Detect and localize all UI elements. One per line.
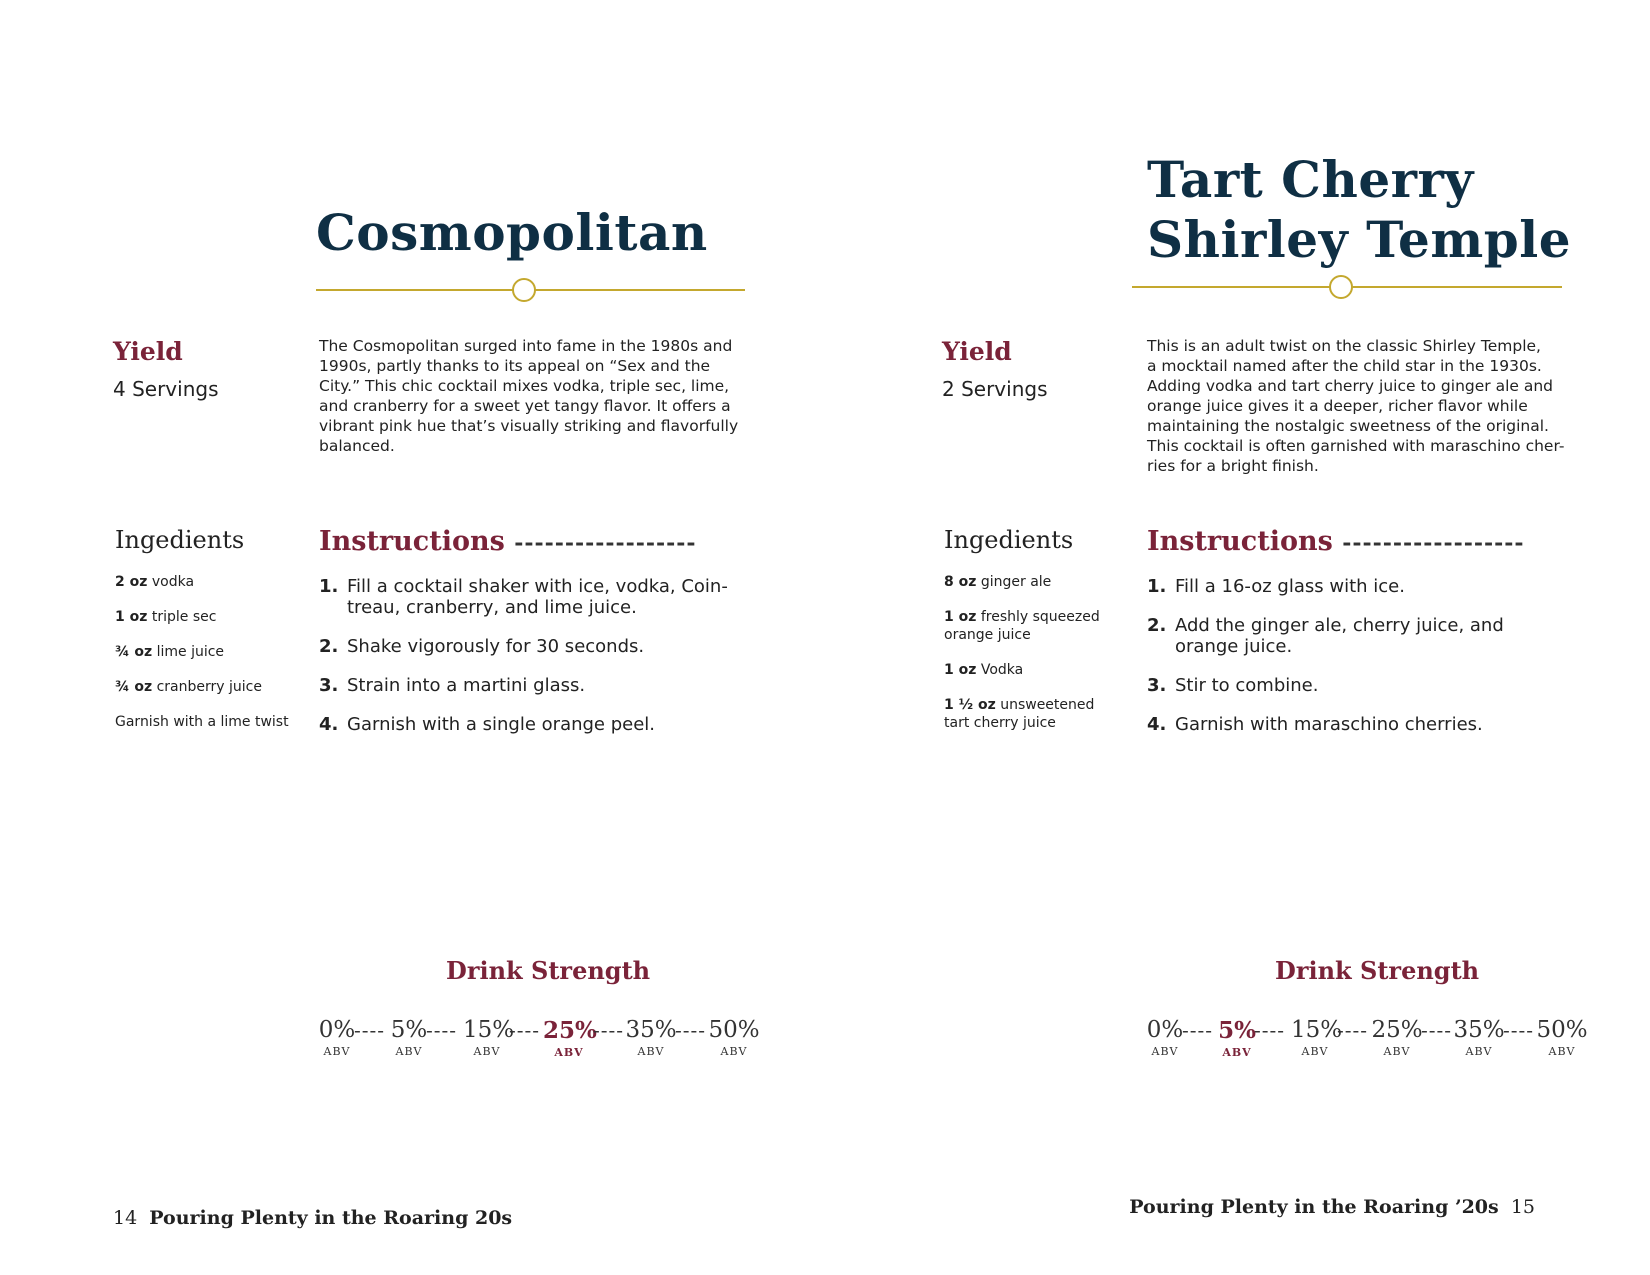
strength-unit: ABV bbox=[1548, 1045, 1576, 1058]
strength-level-25pct bbox=[1371, 1017, 1423, 1058]
strength-level-15pct bbox=[463, 1017, 515, 1058]
strength-percent: 0% bbox=[318, 1017, 356, 1043]
strength-unit: ABV bbox=[395, 1045, 423, 1058]
strength-level-5pct bbox=[390, 1017, 428, 1058]
strength-level-0pct bbox=[318, 1017, 356, 1058]
right-title-ornament bbox=[1329, 275, 1353, 299]
strength-level-50pct bbox=[1536, 1017, 1588, 1058]
strength-dash: ---- bbox=[1421, 1018, 1453, 1042]
strength-percent: 5% bbox=[1218, 1017, 1256, 1044]
instruction-step bbox=[319, 636, 739, 657]
step-text-line: Stir to combine. bbox=[1175, 675, 1319, 696]
left-description-line: and cranberry for a sweet yet tangy flavor. It offers a bbox=[319, 397, 731, 415]
left-description-line: City.” This chic cocktail mixes vodka, triple sec, lime, bbox=[319, 377, 730, 395]
right-ingredients-heading: Ingedients bbox=[944, 526, 1074, 554]
right-yield-label: Yield bbox=[942, 337, 1012, 366]
right-description-line: orange juice gives it a deeper, richer flavor while bbox=[1147, 397, 1528, 415]
left-yield-label: Yield bbox=[113, 337, 183, 366]
ingredient-quantity: 1 ½ oz bbox=[944, 697, 996, 713]
right-description-line: a mocktail named after the child star in the 1930s. bbox=[1147, 357, 1542, 375]
instruction-step bbox=[1147, 576, 1567, 597]
ingredient-name: unsweetened tart cherry juice bbox=[944, 697, 1095, 731]
right-instructions-list bbox=[1147, 576, 1567, 753]
strength-dash: ---- bbox=[509, 1018, 541, 1042]
ingredient-quantity: 1 oz bbox=[944, 662, 977, 678]
step-number: 2. bbox=[319, 636, 339, 657]
ingredient-quantity: 1 oz bbox=[944, 609, 977, 625]
instruction-step bbox=[319, 576, 739, 618]
strength-dash: ---- bbox=[675, 1018, 707, 1042]
left-strength-heading: Drink Strength bbox=[446, 956, 651, 985]
strength-percent: 35% bbox=[625, 1017, 677, 1043]
left-ingredients-list bbox=[115, 573, 290, 748]
strength-percent: 25% bbox=[543, 1017, 597, 1044]
left-yield-value: 4 Servings bbox=[113, 377, 219, 401]
ingredient-item bbox=[115, 678, 290, 696]
left-footer-title: Pouring Plenty in the Roaring 20s bbox=[149, 1207, 513, 1229]
ingredient-name: Vodka bbox=[980, 662, 1024, 678]
right-footer bbox=[1129, 1196, 1535, 1218]
strength-unit: ABV bbox=[637, 1045, 665, 1058]
left-footer bbox=[113, 1207, 512, 1229]
left-page-number: 14 bbox=[113, 1207, 138, 1229]
strength-percent: 15% bbox=[463, 1017, 515, 1043]
ingredient-quantity: 2 oz bbox=[115, 574, 148, 590]
right-description-line: This cocktail is often garnished with maraschino cher- bbox=[1147, 437, 1565, 455]
ingredient-item bbox=[115, 643, 290, 661]
ingredient-item bbox=[944, 573, 1109, 591]
step-text-line: Strain into a martini glass. bbox=[347, 675, 586, 696]
strength-unit: ABV bbox=[1465, 1045, 1493, 1058]
left-description bbox=[319, 336, 739, 456]
step-text-line: Add the ginger ale, cherry juice, and bbox=[1175, 615, 1504, 636]
step-text-line: Fill a cocktail shaker with ice, vodka, Coin- bbox=[347, 576, 728, 597]
strength-percent: 50% bbox=[708, 1017, 760, 1043]
left-description-line: The Cosmopolitan surged into fame in the 1980s and bbox=[319, 337, 733, 355]
step-text-line: orange juice. bbox=[1175, 636, 1293, 657]
left-ingredients-heading: Ingedients bbox=[115, 526, 245, 554]
strength-unit: ABV bbox=[720, 1045, 748, 1058]
ingredient-quantity: ¾ oz bbox=[115, 679, 153, 695]
step-number: 3. bbox=[1147, 675, 1167, 696]
left-title-ornament bbox=[512, 278, 536, 302]
ingredient-name: freshly squeezed orange juice bbox=[944, 609, 1100, 643]
right-instructions-title: Instructions bbox=[1147, 526, 1333, 557]
strength-level-5pct bbox=[1218, 1017, 1256, 1059]
left-instructions-list bbox=[319, 576, 739, 753]
step-text-line: treau, cranberry, and lime juice. bbox=[347, 597, 637, 618]
ingredient-quantity: 1 oz bbox=[115, 609, 148, 625]
strength-unit: ABV bbox=[554, 1046, 584, 1059]
left-instructions-title: Instructions bbox=[319, 526, 505, 557]
strength-dash: ---- bbox=[354, 1018, 386, 1042]
right-instructions-dashes: ------------------ bbox=[1342, 530, 1525, 556]
right-recipe-title bbox=[1147, 150, 1571, 270]
ingredient-name: lime juice bbox=[156, 644, 225, 660]
right-strength-scale bbox=[1146, 1017, 1588, 1067]
strength-unit: ABV bbox=[1151, 1045, 1179, 1058]
right-footer-title: Pouring Plenty in the Roaring ’20s bbox=[1129, 1196, 1499, 1218]
ingredient-item bbox=[944, 696, 1109, 732]
strength-dash: ---- bbox=[1254, 1018, 1286, 1042]
left-description-line: vibrant pink hue that’s visually striking and flavorfully bbox=[319, 417, 739, 435]
right-ingredients-list bbox=[944, 573, 1109, 749]
right-title-line-2: Shirley Temple bbox=[1147, 210, 1572, 269]
instruction-step bbox=[1147, 675, 1567, 696]
strength-dash: ---- bbox=[1503, 1018, 1535, 1042]
right-page-number: 15 bbox=[1510, 1196, 1535, 1218]
step-number: 1. bbox=[319, 576, 339, 597]
ingredient-name: triple sec bbox=[151, 609, 217, 625]
step-number: 4. bbox=[319, 714, 339, 735]
ingredient-item bbox=[944, 608, 1109, 644]
strength-percent: 35% bbox=[1453, 1017, 1505, 1043]
strength-dash: ---- bbox=[593, 1018, 625, 1042]
strength-dash: ---- bbox=[426, 1018, 458, 1042]
left-description-line: 1990s, partly thanks to its appeal on “Sex and the bbox=[319, 357, 711, 375]
right-description-line: Adding vodka and tart cherry juice to ginger ale and bbox=[1147, 377, 1554, 395]
step-number: 4. bbox=[1147, 714, 1167, 735]
ingredient-name: ginger ale bbox=[980, 574, 1052, 590]
strength-dash: ---- bbox=[1337, 1018, 1369, 1042]
strength-unit: ABV bbox=[1383, 1045, 1411, 1058]
step-number: 3. bbox=[319, 675, 339, 696]
strength-level-35pct bbox=[625, 1017, 677, 1058]
right-title-line-1: Tart Cherry bbox=[1147, 150, 1474, 209]
strength-level-15pct bbox=[1291, 1017, 1343, 1058]
instruction-step bbox=[1147, 714, 1567, 735]
right-description-line: ries for a bright finish. bbox=[1147, 457, 1319, 475]
strength-level-35pct bbox=[1453, 1017, 1505, 1058]
ingredient-quantity: ¾ oz bbox=[115, 644, 153, 660]
strength-dash: ---- bbox=[1182, 1018, 1214, 1042]
strength-percent: 5% bbox=[390, 1017, 428, 1043]
right-strength-heading: Drink Strength bbox=[1275, 956, 1480, 985]
strength-level-0pct bbox=[1146, 1017, 1184, 1058]
strength-level-25pct bbox=[543, 1017, 595, 1059]
right-description bbox=[1147, 336, 1577, 476]
strength-percent: 15% bbox=[1291, 1017, 1343, 1043]
ingredient-item bbox=[115, 573, 290, 591]
step-number: 2. bbox=[1147, 615, 1167, 636]
right-description-line: This is an adult twist on the classic Shirley Temple, bbox=[1147, 337, 1541, 355]
instruction-step bbox=[1147, 615, 1567, 657]
strength-percent: 0% bbox=[1146, 1017, 1184, 1043]
strength-level-50pct bbox=[708, 1017, 760, 1058]
left-instructions-heading bbox=[319, 526, 697, 557]
ingredient-name: cranberry juice bbox=[156, 679, 262, 695]
strength-unit: ABV bbox=[1301, 1045, 1329, 1058]
step-text-line: Garnish with a single orange peel. bbox=[347, 714, 656, 735]
left-description-line: balanced. bbox=[319, 437, 395, 455]
left-strength-scale bbox=[318, 1017, 760, 1067]
ingredient-item bbox=[944, 661, 1109, 679]
instruction-step bbox=[319, 675, 739, 696]
left-instructions-dashes: ------------------ bbox=[514, 530, 697, 556]
right-yield-value: 2 Servings bbox=[942, 377, 1048, 401]
ingredient-name: Garnish with a lime twist bbox=[115, 714, 289, 730]
strength-unit: ABV bbox=[323, 1045, 351, 1058]
step-number: 1. bbox=[1147, 576, 1167, 597]
ingredient-quantity: 8 oz bbox=[944, 574, 977, 590]
step-text-line: Shake vigorously for 30 seconds. bbox=[347, 636, 645, 657]
strength-unit: ABV bbox=[473, 1045, 501, 1058]
strength-percent: 50% bbox=[1536, 1017, 1588, 1043]
ingredient-item bbox=[115, 713, 290, 731]
strength-unit: ABV bbox=[1222, 1046, 1252, 1059]
step-text-line: Fill a 16-oz glass with ice. bbox=[1175, 576, 1405, 597]
right-instructions-heading bbox=[1147, 526, 1525, 557]
step-text-line: Garnish with maraschino cherries. bbox=[1175, 714, 1483, 735]
ingredient-item bbox=[115, 608, 290, 626]
right-description-line: maintaining the nostalgic sweetness of the original. bbox=[1147, 417, 1549, 435]
strength-percent: 25% bbox=[1371, 1017, 1423, 1043]
left-recipe-title: Cosmopolitan bbox=[316, 203, 708, 262]
ingredient-name: vodka bbox=[151, 574, 195, 590]
instruction-step bbox=[319, 714, 739, 735]
